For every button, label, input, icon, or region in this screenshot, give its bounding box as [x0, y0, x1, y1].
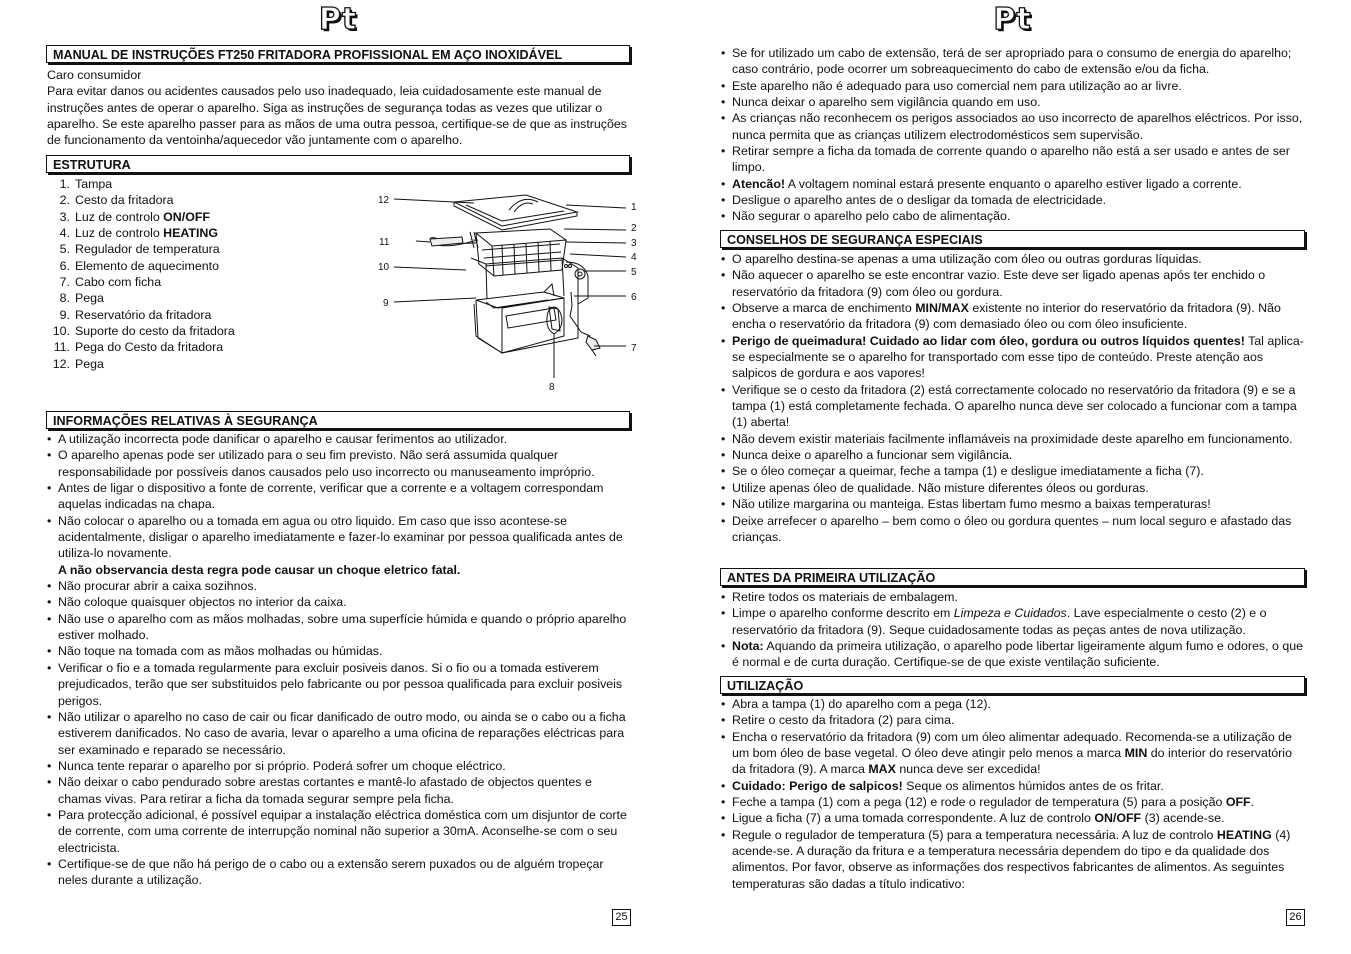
intro-section	[47, 67, 630, 149]
greeting: Caro consumidor	[47, 68, 142, 82]
list-item: • Nota: Aquando da primeira utilização, o aparelho pode libertar ligeiramente algum fumo e odores, o que é normal e de curta duração. Certifique-se de que existe ventilação suficiente.	[721, 638, 1305, 671]
list-item: • Nunca deixar o aparelho sem vigilância quando em uso.	[721, 94, 1305, 110]
list-item: • Retirar sempre a ficha da tomada de corrente quando o aparelho não está a ser usado e antes de ser limpo.	[721, 143, 1305, 176]
language-marker-left: Pt	[318, 2, 358, 37]
reservoir-illustration	[476, 284, 600, 356]
callout-6: 6	[631, 292, 637, 303]
list-item: • Se for utilizado um cabo de extensão, terá de ser apropriado para o consumo de energia do aparelho; caso contrário, pode ocorrer um sobreaquecimento do cabo de extensão e/ou da ficha.	[721, 45, 1305, 78]
list-item: • Para protecção adicional, é possível equipar a instalação eléctrica doméstica com um disjuntor de corte de corrente, com uma corrente de interrupção nominal não superior a 30mA. Aconselhe-se com o seu electricista.	[47, 807, 630, 856]
list-item: • Nunca deixe o aparelho a funcionar sem vigilância.	[721, 447, 1305, 463]
callout-7: 7	[631, 343, 637, 354]
list-item: • Retire o cesto da fritadora (2) para cima.	[721, 712, 1305, 728]
list-item: • Antes de ligar o dispositivo a fonte de corrente, verificar que a corrente e a voltagem correspondam aquelas indicadas na chapa.	[47, 480, 630, 513]
part-item: 9. Reservatório da fritadora	[59, 307, 212, 322]
special-safety-heading: CONSELHOS DE SEGURANÇA ESPECIAIS	[720, 230, 1305, 248]
list-item: • Este aparelho não é adequado para uso comercial nem para utilização ao ar livre.	[721, 78, 1305, 94]
before-first-use-list	[721, 589, 1305, 671]
part-item: 7. Cabo com ficha	[59, 275, 162, 290]
list-item: • Encha o reservatório da fritadora (9) com um óleo alimentar adequado. Recomenda-se a utilização de um bom óleo de base vegetal. O óleo deve atingir pelo menos a marca MIN do interior do reservatório da fritadora (9). A marca MAX nunca deve ser excedida!	[721, 729, 1305, 778]
electric-shock-warning: A não observancia desta regra pode causar un choque eletrico fatal.	[58, 562, 461, 577]
before-first-use-section	[721, 589, 1305, 671]
list-item: • Verificar o fio e a tomada regularmente para excluir posiveis danos. Si o fio ou a tomada estiverem prejudicados, terão que ser substituidos pelo fabricante ou por pessoa qualificada para excluir posiveis perigos.	[47, 660, 630, 709]
list-item: • O aparelho destina-se apenas a uma utilização com óleo ou outras gorduras líquidas.	[721, 251, 1305, 267]
list-item: • O aparelho apenas pode ser utilizado para o seu fim previsto. Não será assumida qualquer responsabilidade por possíveis danos causados pelo uso incorrecto ou manuseamento impróprio.	[47, 447, 630, 480]
callout-1: 1	[631, 202, 637, 213]
safety-heading: INFORMAÇÕES RELATIVAS À SEGURANÇA	[46, 411, 630, 429]
parts-list	[46, 176, 266, 372]
special-safety-list	[721, 251, 1305, 545]
list-item: • Não aquecer o aparelho se este encontrar vazio. Este deve ser ligado apenas após ter enchido o reservatório da fritadora (9) com óleo ou gordura.	[721, 267, 1305, 300]
usage-section	[721, 696, 1305, 892]
list-item: • Certifique-se de que não há perigo de o cabo ou a extensão serem puxados ou de alguém tropeçar neles durante a utilização.	[47, 856, 630, 889]
usage-heading: UTILIZAÇÃO	[720, 676, 1305, 694]
callout-4: 4	[631, 252, 637, 263]
callout-2: 2	[631, 223, 637, 234]
list-item: • Não segurar o aparelho pelo cabo de alimentação.	[721, 208, 1305, 224]
part-item: 6. Elemento de aquecimento	[59, 258, 219, 273]
list-item: • Não utilize margarina ou manteiga. Estas libertam fumo mesmo a baixas temperaturas!	[721, 496, 1305, 512]
list-item: • Nunca tente reparar o aparelho por si próprio. Poderá sofrer um choque eléctrico.	[47, 758, 630, 774]
manual-title: MANUAL DE INSTRUÇÕES FT250 FRITADORA PROFISSIONAL EM AÇO INOXIDÁVEL	[46, 45, 630, 63]
list-item: • Cuidado: Perigo de salpicos! Seque os alimentos húmidos antes de os fritar.	[721, 778, 1305, 794]
callout-5: 5	[631, 267, 637, 278]
list-item: • Observe a marca de enchimento MIN/MAX existente no interior do reservatório da fritadora (9). Não encha o reservatório da fritadora (9) com demasiado óleo ou com óleo insuficiente.	[721, 300, 1305, 333]
callout-3: 3	[631, 238, 637, 249]
list-item: • As crianças não reconhecem os perigos associados ao uso incorrecto de aparelhos eléctricos. Por isso, nunca permita que as crianças utilizem electrodomésticos sem supervisão.	[721, 110, 1305, 143]
callout-10: 10	[378, 262, 390, 273]
part-item: 1. Tampa	[59, 177, 113, 191]
list-item: • Não devem existir materiais facilmente inflamáveis na proximidade deste aparelho em funcionamento.	[721, 431, 1305, 447]
callout-11: 11	[379, 237, 390, 248]
list-item: • Não toque na tomada com as mãos molhadas ou húmidas.	[47, 643, 630, 659]
structure-heading: ESTRUTURA	[46, 155, 630, 173]
basket-handle-illustration	[430, 232, 478, 248]
list-item: • Verifique se o cesto da fritadora (2) está correctamente colocado no reservatório da fritadora (9) e se a tampa (1) está completamente fechada. O aparelho nunca deve ser colocado a funcionar com a tampa (1) aberta!	[721, 382, 1305, 431]
list-item: • Ligue a ficha (7) a uma tomada correspondente. A luz de controlo ON/OFF (3) acende-se.	[721, 810, 1305, 826]
part-item: 10. Suporte do cesto da fritadora	[52, 324, 235, 339]
general-safety-list	[721, 45, 1305, 225]
list-item: • Não colocar o aparelho ou a tomada em agua ou otro liquido. Em caso que isso acontese-se acidentalmente, disligar o aparelho imediatamente e fazer-lo examinar por pessoa qualificada antes de utiliza-lo novamente.	[47, 513, 630, 562]
list-item: • Não deixar o cabo pendurado sobre arestas cortantes e mantê-lo afastado de objectos quentes e chamas vivas. Para retirar a ficha da tomada segurar sempre pela ficha.	[47, 774, 630, 807]
part-item: 11. Pega do Cesto da fritadora	[53, 340, 224, 355]
callout-8: 8	[549, 382, 555, 393]
safety-list-a	[47, 431, 630, 562]
list-item: • Desligue o aparelho antes de o desligar da tomada de electricidade.	[721, 192, 1305, 208]
part-item: 12. Pega	[52, 356, 104, 371]
page-number-left: 25	[612, 909, 631, 926]
before-first-use-heading: ANTES DA PRIMEIRA UTILIZAÇÃO	[720, 568, 1305, 586]
language-marker-right: Pt	[993, 2, 1032, 37]
list-item: • Não utilizar o aparelho no caso de cair ou ficar danificado de outro modo, ou ainda se o cabo ou a ficha estiverem danificados. No caso de avaria, levar o aparelho a uma oficina de reparações eléctricas para ser examinado e reparado se necessário.	[47, 709, 630, 758]
list-item: • Feche a tampa (1) com a pega (12) e rode o regulador de temperatura (5) para a posição OFF.	[721, 794, 1305, 810]
lid-illustration	[454, 195, 577, 230]
page-number-right: 26	[1286, 909, 1305, 926]
list-item: • Atencão! A voltagem nominal estará presente enquanto o aparelho estiver ligado a corrente.	[721, 176, 1305, 192]
callout-9: 9	[383, 298, 389, 309]
part-item: 5. Regulador de temperatura	[59, 242, 220, 257]
part-item: 3. Luz de controlo ON/OFF	[59, 209, 210, 224]
list-item: • A utilização incorrecta pode danificar o aparelho e causar ferimentos ao utilizador.	[47, 431, 630, 447]
safety-list-b	[47, 578, 630, 889]
basket-illustration	[440, 229, 566, 276]
safety-section	[47, 431, 630, 889]
list-item: • Retire todos os materiais de embalagem.	[721, 589, 1305, 605]
list-item: • Utilize apenas óleo de qualidade. Não misture diferentes óleos ou gorduras.	[721, 480, 1305, 496]
list-item: • Regule o regulador de temperatura (5) para a temperatura necessária. A luz de controlo HEATING (4) acende-se. A duração da fritura e a temperatura necessária dependem do tipo e da qualidade dos alimentos. Por favor, observe as informações dos respectivos fabricantes de alimentos. As seguintes temperaturas são dadas a título indicativo:	[721, 827, 1305, 892]
general-safety-section	[721, 45, 1305, 225]
list-item: • Perigo de queimadura! Cuidado ao lidar com óleo, gordura ou outros líquidos quentes! Tal aplica-se especialmente se o aparelho for transportado com esse tipo de conteúdo. Preste atenção aos salpicos de gordura e aos vapores!	[721, 333, 1305, 382]
list-item: • Não coloque quaisquer objectos no interior da caixa.	[47, 594, 630, 610]
list-item: • Não use o aparelho com as mãos molhadas, sobre uma superfície húmida e quando o próprio aparelho estiver molhado.	[47, 611, 630, 644]
fryer-diagram	[326, 188, 637, 398]
special-safety-section	[721, 251, 1305, 545]
list-item: • Não procurar abrir a caixa sozihnos.	[47, 578, 630, 594]
intro-text: Para evitar danos ou acidentes causados pelo uso inadequado, leia cuidadosamente este manual de instruções antes de operar o aparelho. Siga as instruções de segurança todas as vezes que utilizar o aparelho. Se este aparelho passer para as mãos de uma outra pessoa, certifique-se de que as instruções de funcionamento da ventoinha/aquecedor vão juntamente com o aparelho.	[47, 84, 627, 148]
part-item: 2. Cesto da fritadora	[59, 193, 174, 208]
part-item: 8. Pega	[59, 291, 104, 306]
usage-list	[721, 696, 1305, 892]
list-item: • Limpe o aparelho conforme descrito em Limpeza e Cuidados. Lave especialmente o cesto (2) e o reservatório da fritadora (9). Seque cuidadosamente todas as peças antes de nova utilização.	[721, 605, 1305, 638]
part-item: 4. Luz de controlo HEATING	[59, 226, 219, 241]
list-item: • Se o óleo começar a queimar, feche a tampa (1) e desligue imediatamente a ficha (7).	[721, 463, 1305, 479]
list-item: • Deixe arrefecer o aparelho – bem como o óleo ou gordura quentes – num local seguro e afastado das crianças.	[721, 513, 1305, 546]
callout-12: 12	[378, 195, 390, 206]
list-item: • Abra a tampa (1) do aparelho com a pega (12).	[721, 696, 1305, 712]
